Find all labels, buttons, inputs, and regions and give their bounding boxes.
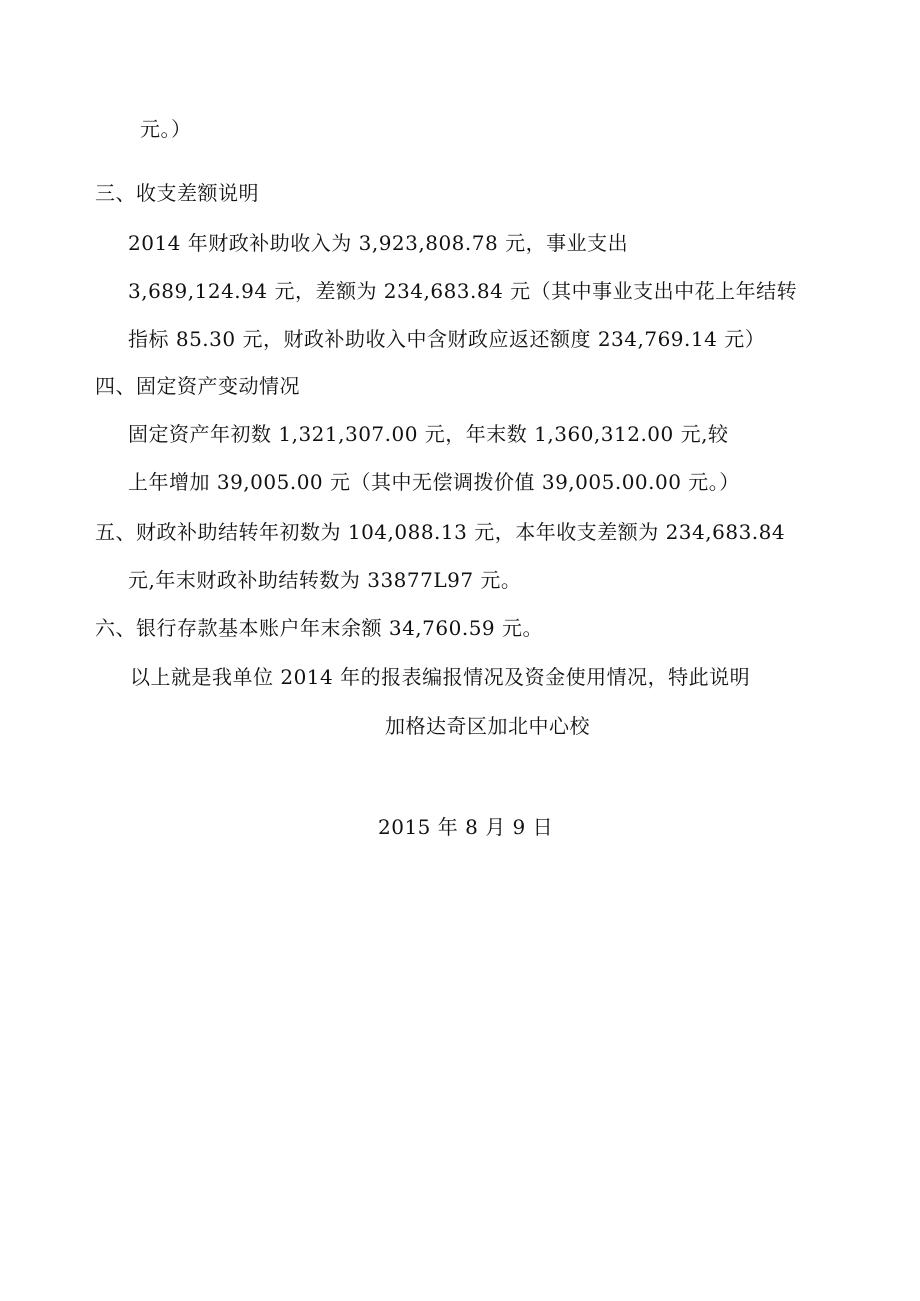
section-3-line-2: 3,689,124.94 元，差额为 234,683.84 元（其中事业支出中花上年结转 — [128, 279, 798, 303]
section-3-line-3: 指标 85.30 元，财政补助收入中含财政应返还额度 234,769.14 元） — [128, 327, 766, 351]
continuation-text: 元。） — [140, 117, 192, 141]
section-4-line-1: 固定资产年初数 1,321,307.00 元，年末数 1,360,312.00 元,较 — [128, 422, 729, 446]
section-6-line: 六、银行存款基本账户年末余额 34,760.59 元。 — [95, 616, 544, 640]
section-5-line-2: 元,年末财政补助结转数为 33877L97 元。 — [128, 568, 522, 592]
section-4-line-2: 上年增加 39,005.00 元（其中无偿调拨价值 39,005.00.00 元。） — [128, 470, 740, 494]
document-date: 2015 年 8 月 9 日 — [378, 815, 554, 839]
section-5-line-1: 五、财政补助结转年初数为 104,088.13 元，本年收支差额为 234,683.84 — [95, 520, 786, 544]
section-3-heading: 三、收支差额说明 — [95, 181, 259, 205]
organization-name: 加格达奇区加北中心校 — [385, 714, 590, 738]
section-4-heading: 四、固定资产变动情况 — [95, 374, 300, 398]
section-3-line-1: 2014 年财政补助收入为 3,923,808.78 元，事业支出 — [128, 231, 629, 255]
closing-statement: 以上就是我单位 2014 年的报表编报情况及资金使用情况，特此说明 — [130, 665, 751, 689]
